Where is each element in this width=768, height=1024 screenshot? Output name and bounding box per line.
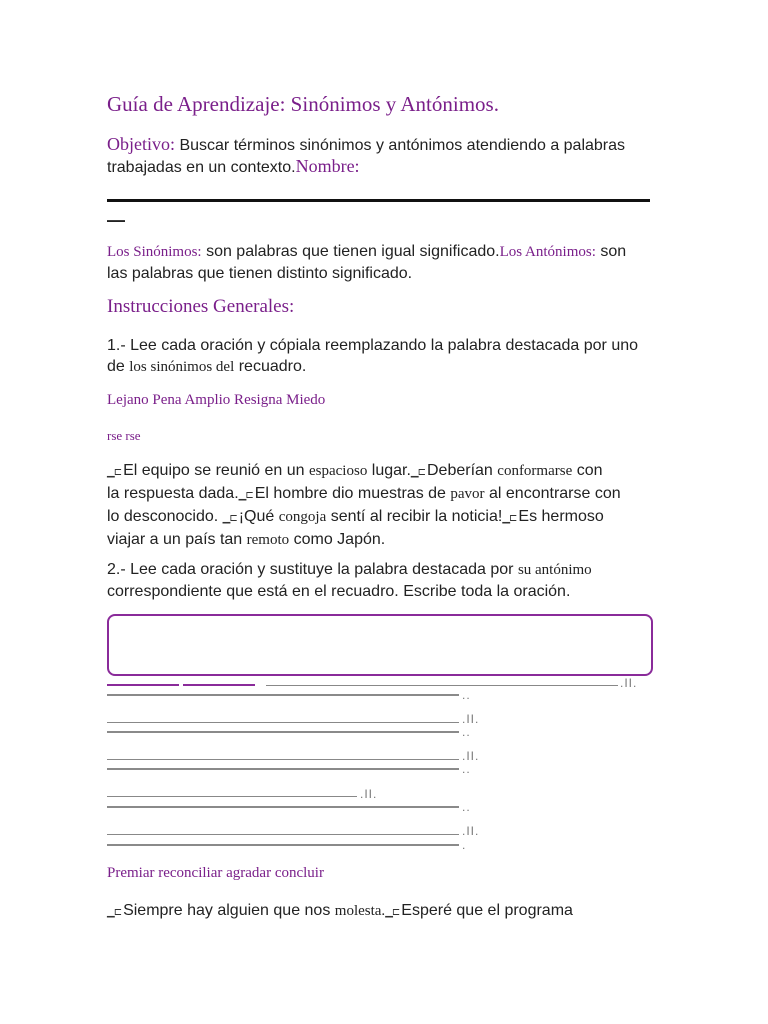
answer-line[interactable] [107,844,459,846]
sentence-1b: espacioso [309,463,368,479]
answer-line[interactable] [107,796,357,797]
line-marker: . [462,838,467,852]
line-marker: .II. [462,712,480,726]
definitions-paragraph [107,241,667,284]
answer-line[interactable] [107,768,459,770]
sentence-3d: lo desconocido. [107,508,219,525]
antonym-sentences [107,900,667,923]
sentence-3a: El hombre dio muestras de [254,485,446,502]
marker-icon: ▁⊏ [107,907,122,918]
item1-line2b: los sinónimos del [129,359,235,375]
answer-line[interactable] [107,722,459,723]
answer-line[interactable] [107,759,459,760]
line-marker: .. [462,800,471,814]
synonyms-label: Los Sinónimos: [107,244,202,260]
line-marker: .II. [462,749,480,763]
sentence-5b: viajar a un país tan [107,531,243,548]
item2-paragraph [107,559,667,602]
sentence-5d: como Japón. [293,531,386,548]
item1-line2c: recuadro. [238,358,307,375]
item2-line2: correspondiente que está en el recuadro. Escribe toda la oración. [107,583,571,600]
sentence-2c: con [576,462,603,479]
line-marker: .. [462,762,471,776]
sentence-3c: al encontrarse con [489,485,621,502]
line-marker: .II. [462,824,480,838]
synonym-sentences [107,460,667,551]
marker-icon: ▁⊏ [107,467,122,478]
marker-icon: ▁⊏ [410,467,425,478]
synonym-word-suffix: rse rse [107,428,141,443]
sentence-5a: Es hermoso [518,508,604,525]
answer-line[interactable] [107,731,459,733]
page-title: Guía de Aprendizaje: Sinónimos y Antónimos. [107,92,499,116]
sentence-4c: sentí al recibir la noticia! [330,508,503,525]
instructions-title: Instrucciones Generales: [107,296,295,317]
antonyms-label: Los Antónimos: [499,244,596,260]
objective-paragraph [107,134,667,178]
antonyms-text-a: son [600,243,627,260]
antonym-sentence-1b: molesta. [334,903,386,919]
sentence-4b: congoja [278,509,327,525]
sentence-1c: lugar. [371,462,411,479]
answer-line[interactable] [107,806,459,808]
answer-line[interactable] [107,684,179,686]
sentence-2a: Deberían [427,462,493,479]
marker-icon: ▁⊏ [502,513,517,524]
item1-line2a: de [107,358,125,375]
antonym-sentence-2a: Esperé que el programa [401,902,573,919]
antonym-word-box [107,614,653,676]
marker-icon: ▁⊏ [222,513,237,524]
marker-icon: ▁⊏ [385,907,400,918]
sentence-2b: conformarse [497,463,573,479]
answer-line[interactable] [266,685,618,686]
sentence-1a: El equipo se reunió en un [123,462,305,479]
line-marker: .. [462,688,471,702]
answer-line[interactable] [183,684,255,686]
sentence-4a: ¡Qué [238,508,275,525]
item1-paragraph [107,335,667,378]
line-marker: .. [462,725,471,739]
antonym-word-list: Premiar reconciliar agradar concluir [107,865,324,881]
item1-line1: 1.- Lee cada oración y cópiala reemplazando la palabra destacada por uno [107,337,639,354]
item2-line1a: 2.- Lee cada oración y sustituye la palabra destacada por [107,561,514,578]
objective-text-2: trabajadas en un contexto. [107,159,296,176]
answer-line[interactable] [107,694,459,696]
marker-icon: ▁⊏ [238,490,253,501]
name-line-dash: — [107,210,125,230]
sentence-5c: remoto [246,532,290,548]
antonyms-text-b: las palabras que tienen distinto significado. [107,265,413,282]
antonym-sentence-1a: Siempre hay alguien que nos [123,902,331,919]
objective-text-1: Buscar términos sinónimos y antónimos atendiendo a palabras [179,137,626,154]
answer-line[interactable] [107,834,459,835]
objective-label: Objetivo: [107,134,175,154]
sentence-2d: la respuesta dada. [107,485,239,502]
sentence-3b: pavor [450,486,485,502]
line-marker: .II. [360,787,378,801]
synonyms-text: son palabras que tienen igual significado. [206,243,500,260]
name-line [107,199,650,202]
line-marker: .II. [620,676,638,690]
item2-line1b: su antónimo [517,562,592,578]
name-label: Nombre: [295,156,360,176]
synonym-word-list: Lejano Pena Amplio Resigna Miedo [107,392,326,408]
